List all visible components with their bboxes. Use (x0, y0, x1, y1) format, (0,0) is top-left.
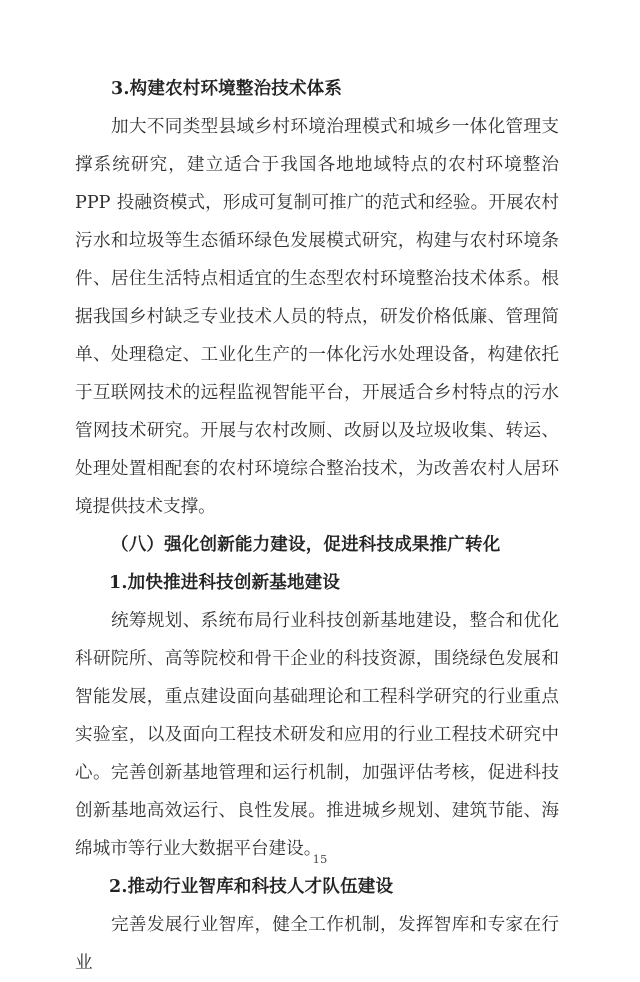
page-number: 15 (312, 852, 328, 866)
paragraph-think-tank-talent: 完善发展行业智库，健全工作机制，发挥智库和专家在行业 (75, 915, 559, 973)
subsection-heading-1: 1.加快推进科技创新基地建设 (109, 573, 341, 593)
document-body (75, 70, 559, 982)
section-heading-8: （八）强化创新能力建设，促进科技成果推广转化 (111, 535, 501, 555)
section-heading-3: 3.构建农村环境整治技术体系 (111, 79, 343, 99)
paragraph-innovation-base-construction: 统筹规划、系统布局行业科技创新基地建设，整合和优化科研院所、高等院校和骨干企业的科技资源，围绕绿色发展和智能发展，重点建设面向基础理论和工程科学研究的行业重点实验室，以及面向工程技术研发和应用的行业工程技术研究中心。完善创新基地管理和运行机制，加强评估考核，促进科技创新基地高效运行、良性发展。推进城乡规划、建筑节能、海绵城市等行业大数据平台建设。 (75, 611, 559, 859)
subsection-heading-2: 2.推动行业智库和科技人才队伍建设 (109, 877, 394, 897)
paragraph-rural-environment-tech-system: 加大不同类型县域乡村环境治理模式和城乡一体化管理支撑系统研究，建立适合于我国各地地域特点的农村环境整治 PPP 投融资模式，形成可复制可推广的范式和经验。开展农村污水和垃圾等生态循环绿色发展模式研究，构建与农村环境条件、居住生活特点相适宜的生态型农村环境整治技术体系。根据我国乡村缺乏专业技术人员的特点，研发价格低廉、管理简单、处理稳定、工业化生产的一体化污水处理设备，构建依托于互联网技术的远程监视智能平台，开展适合乡村特点的污水管网技术研究。开展与农村改厕、改厨以及垃圾收集、转运、处理处置相配套的农村环境综合整治技术，为改善农村人居环境提供技术支撑。 (75, 117, 559, 517)
